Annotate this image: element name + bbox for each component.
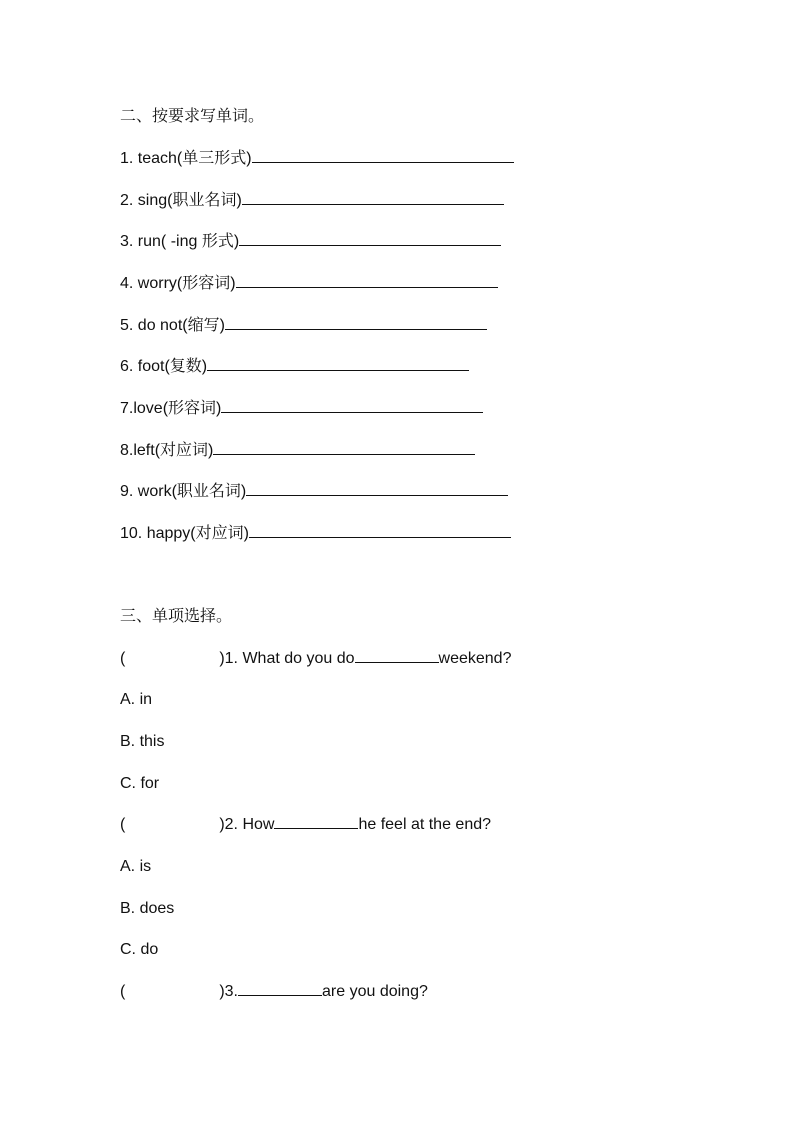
word-item (120, 315, 487, 337)
question-stem (120, 981, 428, 1003)
question-text: )3. (219, 983, 238, 1000)
word-item-prompt: 1. teach(单三形式) (120, 150, 252, 167)
word-item-prompt: 10. happy(对应词) (120, 525, 249, 542)
word-item-prompt: 7.love(形容词) (120, 400, 222, 417)
word-item-prompt: 3. run( -ing 形式) (120, 233, 240, 250)
fill-blank (274, 814, 358, 829)
answer-blank[interactable] (249, 523, 511, 538)
answer-blank[interactable] (213, 440, 475, 455)
answer-paren-open: ( (120, 983, 126, 1000)
word-item (120, 231, 501, 253)
answer-blank[interactable] (221, 398, 483, 413)
word-item (120, 481, 508, 503)
option: C. for (120, 775, 160, 792)
question-text-after: he feel at the end? (358, 816, 492, 833)
question-text: )1. What do you do (219, 650, 355, 667)
fill-blank (238, 981, 322, 996)
section-3-title: 三、单项选择。 (120, 608, 233, 625)
section-2-title: 二、按要求写单词。 (120, 108, 265, 125)
option: B. does (120, 900, 175, 917)
answer-paren-open: ( (120, 816, 126, 833)
word-item (120, 148, 514, 170)
answer-blank[interactable] (242, 190, 504, 205)
word-item (120, 273, 498, 295)
answer-blank[interactable] (246, 481, 508, 496)
answer-blank[interactable] (225, 315, 487, 330)
fill-blank (355, 648, 439, 663)
answer-blank[interactable] (236, 273, 498, 288)
word-item (120, 398, 483, 420)
answer-blank[interactable] (252, 148, 514, 163)
question-stem (120, 648, 511, 670)
word-item (120, 440, 475, 462)
word-item-prompt: 8.left(对应词) (120, 442, 214, 459)
word-item (120, 190, 504, 212)
word-item (120, 523, 511, 545)
word-item (120, 356, 469, 378)
option: C. do (120, 941, 159, 958)
word-item-prompt: 6. foot(复数) (120, 358, 208, 375)
option: A. is (120, 858, 152, 875)
answer-paren-open: ( (120, 650, 126, 667)
question-text: )2. How (219, 816, 275, 833)
word-item-prompt: 5. do not(缩写) (120, 317, 225, 334)
word-item-prompt: 2. sing(职业名词) (120, 192, 242, 209)
answer-blank[interactable] (239, 231, 501, 246)
question-text-after: weekend? (438, 650, 512, 667)
word-item-prompt: 4. worry(形容词) (120, 275, 236, 292)
word-item-prompt: 9. work(职业名词) (120, 483, 247, 500)
question-stem (120, 814, 491, 836)
option: B. this (120, 733, 165, 750)
question-text-after: are you doing? (322, 983, 428, 1000)
option: A. in (120, 691, 153, 708)
answer-blank[interactable] (207, 356, 469, 371)
